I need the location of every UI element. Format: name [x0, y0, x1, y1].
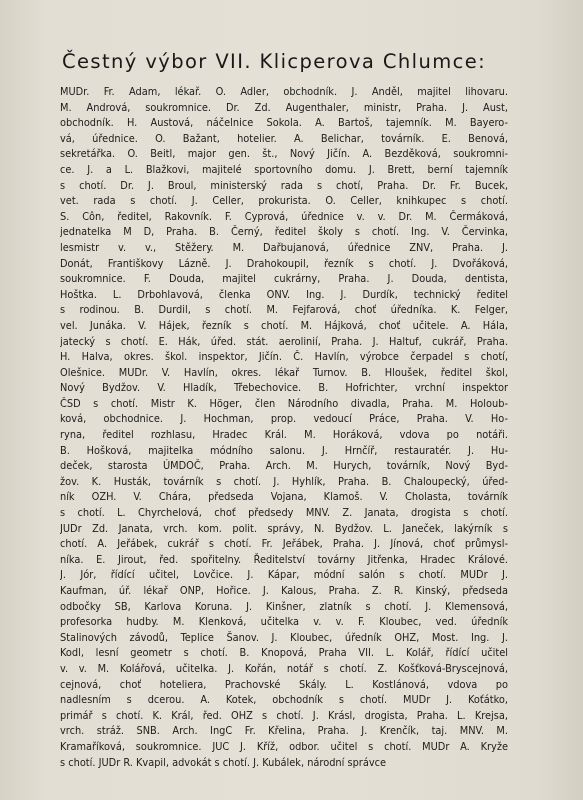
text-line: obchodník. H. Austová, náčelnice Sokola. A. Bartoš, tajemník. M. Bayero-	[60, 116, 508, 130]
text-line: sekretářka. O. Beitl, major gen. št., Nový Jičín. A. Bezděková, soukromni-	[60, 147, 508, 161]
text-line: B. Hošková, majitelka módního salonu. J. Hrnčíř, restauratér. J. Hu-	[60, 443, 508, 457]
text-line: soukromnice. F. Douda, majitel cukrárny, Praha. J. Douda, dentista,	[60, 272, 508, 286]
text-line: JUDr Zd. Janata, vrch. kom. polit. správy, N. Bydžov. L. Janeček, lakýrník s	[60, 521, 508, 535]
text-line: níka. E. Jirout, řed. spořitelny. Ředitelství továrny Jitřenka, Hradec Králové.	[60, 552, 508, 566]
text-line: Kodl, lesní geometr s chotí. B. Knopová, Praha VII. L. Kolář, řídící učitel	[60, 646, 508, 660]
text-line: vet. rada s chotí. J. Celler, prokurista. O. Celler, knihkupec s chotí.	[60, 194, 508, 208]
page-title: Čestný výbor VII. Klicperova Chlumce:	[62, 50, 487, 73]
text-line: Stalinových závodů, Teplice Šanov. J. Kloubec, úředník OHZ, Most. Ing. J.	[60, 630, 508, 644]
text-line: s chotí. L. Chyrchelová, choť předsedy MNV. Z. Janata, drogista s chotí.	[60, 506, 508, 520]
text-line: s chotí. JUDr R. Kvapil, advokát s chotí. J. Kubálek, národní správce	[60, 755, 387, 769]
text-line: ce. J. a L. Blažkovi, majitelé sportovního domu. J. Brett, berní tajemník	[60, 162, 508, 176]
text-line: ryna, ředitel rozhlasu, Hradec Král. M. Horáková, vdova po notáři.	[60, 428, 508, 442]
text-line: S. Côn, ředitel, Rakovník. F. Cyprová, úřednice v. v. Dr. M. Čermáková,	[60, 209, 508, 223]
text-line: lesmistr v. v., Stěžery. M. Dařbujanová, úřednice ZNV, Praha. J.	[60, 240, 508, 254]
text-line: M. Andrová, soukromnice. Dr. Zd. Augenthaler, ministr, Praha. J. Aust,	[60, 100, 508, 114]
text-line: H. Halva, okres. škol. inspektor, Jičín. Č. Havlín, výrobce čerpadel s chotí,	[60, 350, 508, 364]
text-line: MUDr. Fr. Adam, lékař. O. Adler, obchodník. J. Anděl, majitel lihovaru.	[60, 85, 508, 98]
text-line: jatecký s chotí. E. Hák, úřed. stát. aerolinií, Praha. J. Haltuf, cukrář, Praha.	[60, 334, 508, 348]
committee-member-list	[60, 84, 508, 770]
text-line: Nový Bydžov. V. Hladík, Třebechovice. B. Hofrichter, vrchní inspektor	[60, 381, 508, 395]
text-line: Kaufman, úř. lékař ONP, Hořice. J. Kalous, Praha. Z. R. Kinský, předseda	[60, 584, 508, 597]
text-line: Donát, Františkovy Lázně. J. Drahokoupil, řezník s chotí. J. Dvořáková,	[60, 256, 508, 270]
text-line: žov. K. Husták, továrník s chotí. J. Hyhlík, Praha. B. Chaloupecký, úřed-	[60, 474, 508, 488]
text-line: profesorka hudby. M. Klenková, učitelka v. v. F. Kloubec, ved. úředník	[60, 615, 508, 629]
text-line: cejnová, choť hoteliera, Prachovské Skály. L. Kostlánová, vdova po	[60, 677, 508, 691]
text-line: deček, starosta ÚMDOČ, Praha. Arch. M. Hurych, továrník, Nový Byd-	[60, 459, 508, 473]
text-line: Kramaříková, soukromnice. JUC J. Kříž, odbor. učitel s chotí. MUDr A. Kryže	[60, 739, 508, 753]
text-line: ník OZH. V. Chára, předseda Vojana, Klamoš. V. Cholasta, továrník	[60, 490, 508, 504]
text-line: jednatelka M D, Praha. B. Černý, ředitel školy s chotí. Ing. V. Červinka,	[60, 225, 508, 239]
text-line: vel. Junáka. V. Hájek, řezník s chotí. M. Hájková, choť učitele. A. Hála,	[60, 318, 508, 332]
text-line: s rodinou. B. Durdil, s chotí. M. Fejfarová, choť úředníka. K. Felger,	[60, 303, 508, 317]
text-line: v. v. M. Kolářová, učitelka. J. Kořán, notář s chotí. Z. Košťková-Bryscejnová,	[60, 661, 508, 675]
text-line: chotí. A. Jeřábek, cukrář s chotí. Fr. Jeřábek, Praha. J. Jínová, choť průmysl-	[60, 537, 508, 551]
text-line: odbočky SB, Karlova Koruna. J. Kinšner, zlatník s chotí. J. Klemensová,	[60, 599, 508, 613]
text-line: vá, úřednice. O. Bažant, hotelier. A. Belichar, továrník. E. Benová,	[60, 131, 508, 145]
text-line: vrch. stráž. SNB. Arch. IngC Fr. Křelina, Praha. J. Krenčík, taj. MNV. M.	[60, 724, 508, 738]
text-line: s chotí. Dr. J. Broul, ministerský rada s chotí, Praha. Dr. Fr. Bucek,	[60, 178, 508, 192]
text-line: ková, obchodnice. J. Hochman, prop. vedoucí Práce, Praha. V. Ho-	[60, 412, 508, 426]
text-line: nadlesním s dcerou. A. Kotek, obchodník s chotí. MUDr J. Koťátko,	[60, 693, 508, 707]
text-line: primář s chotí. K. Král, řed. OHZ s chotí. J. Krásl, drogista, Praha. L. Krejsa,	[60, 708, 508, 722]
text-line: J. Jór, řídící učitel, Lovčice. J. Kápar, módní salón s chotí. MUDr J.	[60, 568, 508, 582]
text-line: Hoštka. L. Drbohlavová, členka ONV. Ing. J. Durdík, technický ředitel	[60, 287, 508, 301]
text-line: ČSD s chotí. Mistr K. Höger, člen Národního divadla, Praha. M. Holoub-	[60, 396, 508, 410]
text-line: Olešnice. MUDr. V. Havlín, okres. lékař Turnov. B. Hloušek, ředitel škol,	[60, 365, 508, 379]
